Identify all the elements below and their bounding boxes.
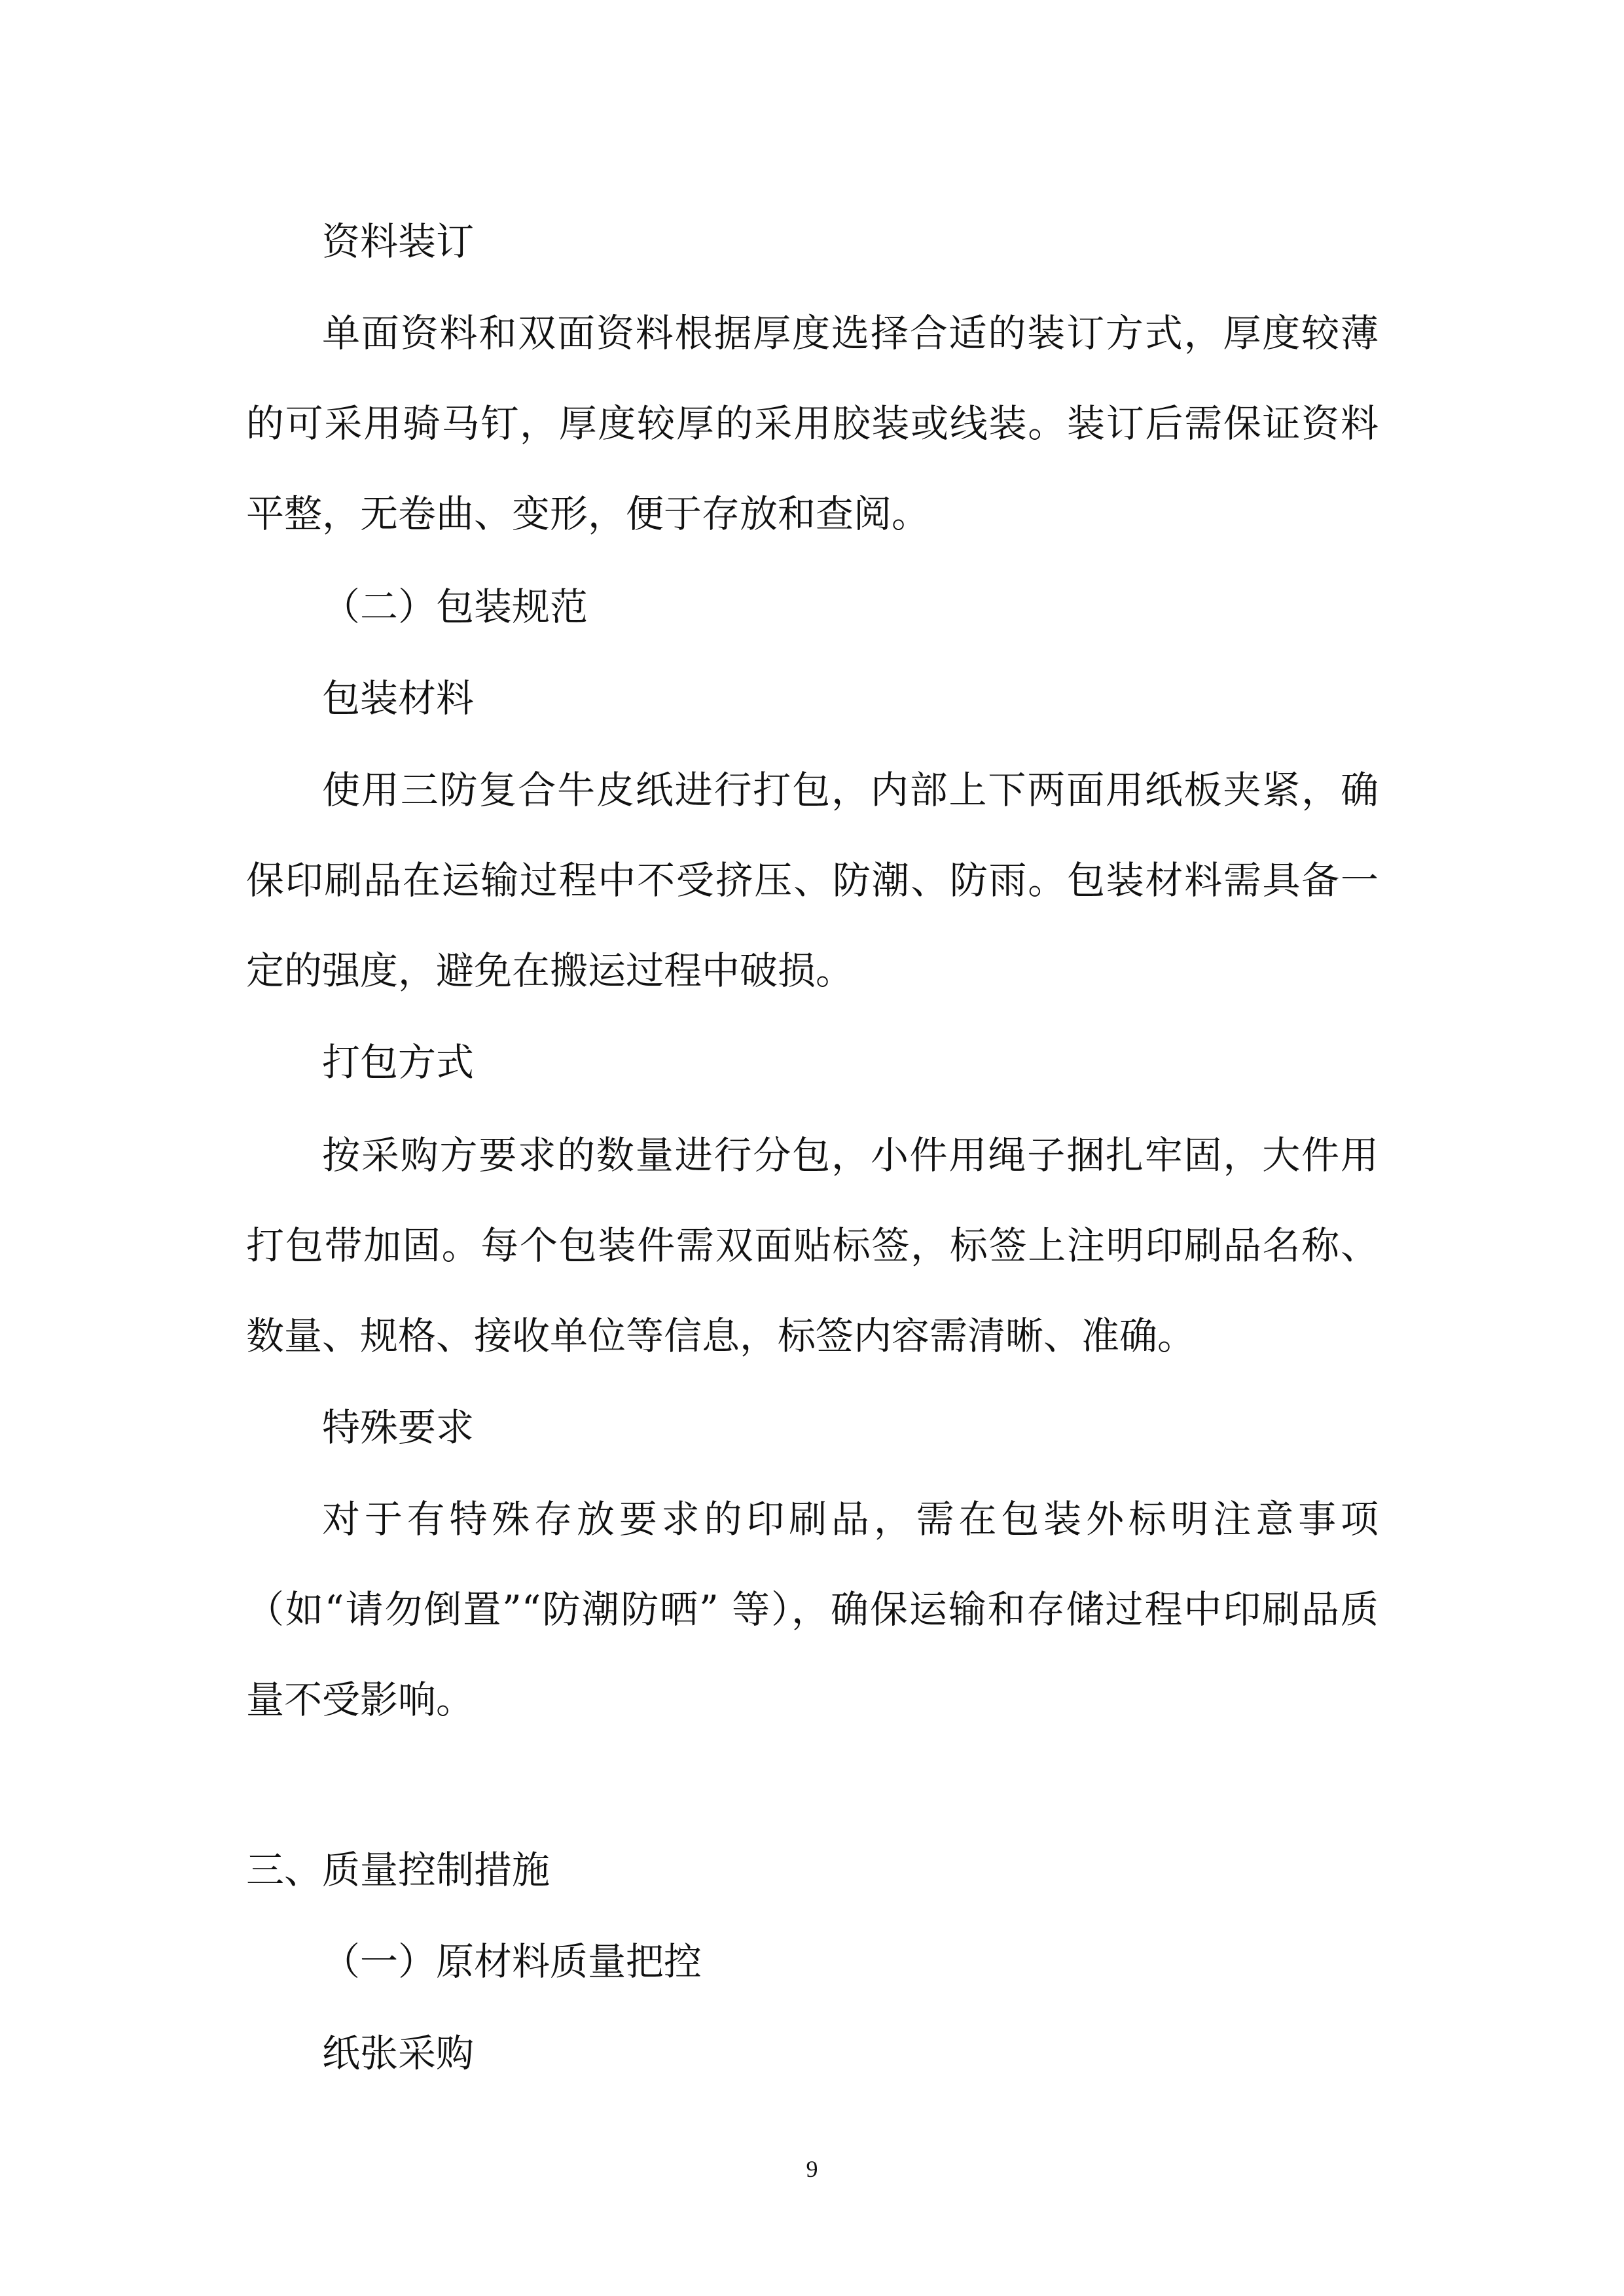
paragraph-binding: 单面资料和双面资料根据厚度选择合适的装订方式，厚度较薄的可采用骑马钉，厚度较厚的采用胶装或线装。装订后需保证资料平整，无卷曲、变形，便于存放和查阅。 xyxy=(246,311,1379,536)
subheading-binding: 资料装订 xyxy=(322,219,475,264)
subheading-packaging-material: 包装材料 xyxy=(322,676,475,721)
paragraph-special-requirements: 对于有特殊存放要求的印刷品，需在包装外标明注意事项（如“请勿倒置”“防潮防晒” 等），确保运输和存储过程中印刷品质量不受影响。 xyxy=(246,1497,1379,1722)
paragraph-packaging-material: 使用三防复合牛皮纸进行打包，内部上下两面用纸板夹紧，确保印刷品在运输过程中不受挤压、防潮、防雨。包装材料需具备一定的强度，避免在搬运过程中破损。 xyxy=(246,768,1379,993)
section-heading-packaging: （二）包装规范 xyxy=(322,584,588,629)
chapter-heading-quality-control: 三、质量控制措施 xyxy=(246,1848,550,1892)
section-heading-raw-material: （一）原材料质量把控 xyxy=(322,1939,702,1984)
subheading-packing-method: 打包方式 xyxy=(322,1040,475,1085)
subheading-special-requirements: 特殊要求 xyxy=(322,1405,475,1450)
page-number: 9 xyxy=(806,2156,818,2182)
paragraph-packing-method: 按采购方要求的数量进行分包，小件用绳子捆扎牢固，大件用打包带加固。每个包装件需双面贴标签，标签上注明印刷品名称、数量、规格、接收单位等信息，标签内容需清晰、准确。 xyxy=(246,1133,1379,1358)
subheading-paper-procurement: 纸张采购 xyxy=(322,2031,475,2075)
